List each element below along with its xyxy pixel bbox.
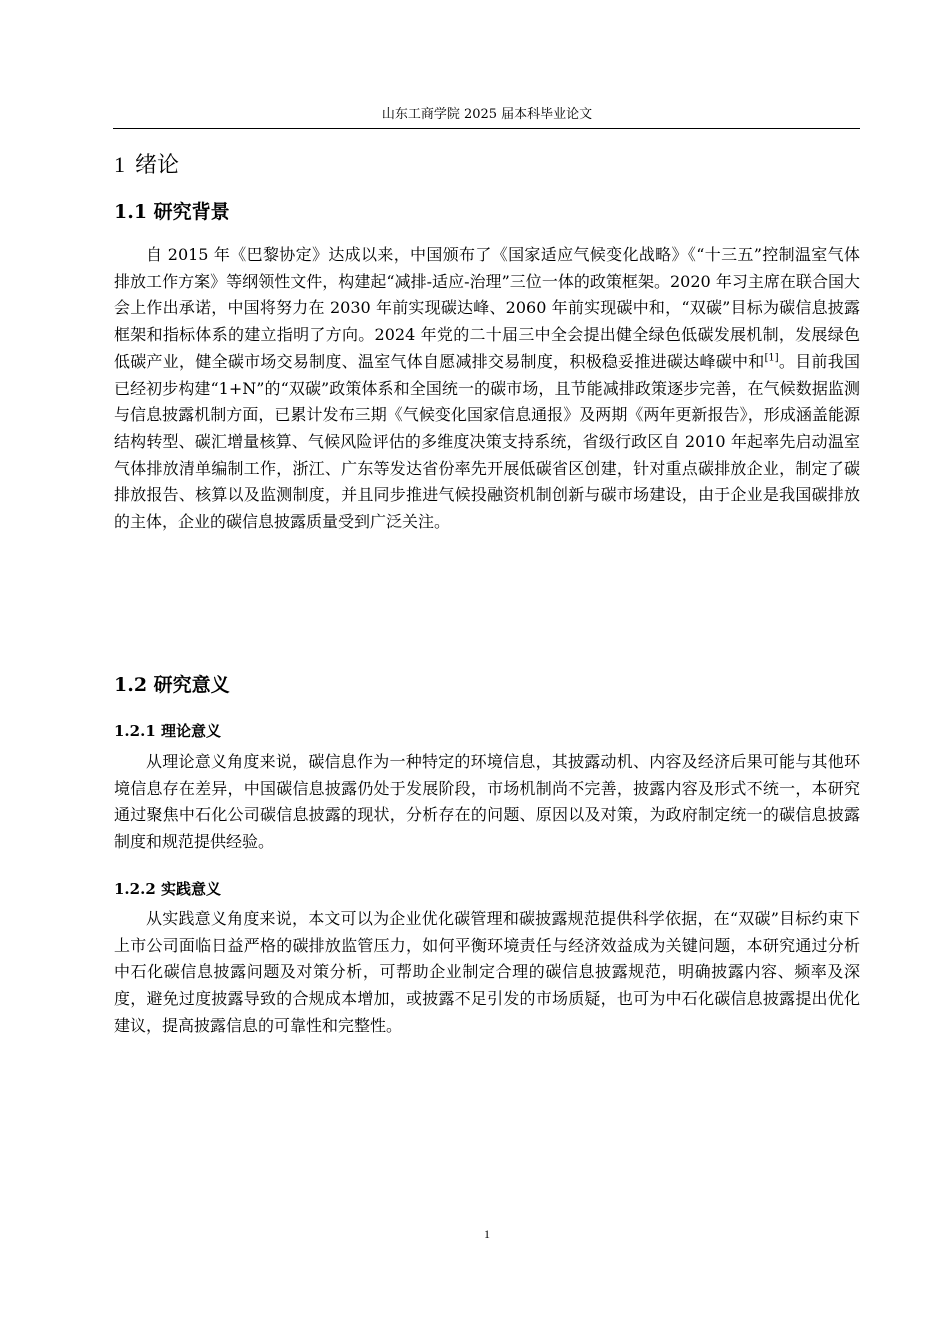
citation-reference: [1] — [764, 352, 779, 364]
paragraph-practical-significance: 从实践意义角度来说，本文可以为企业优化碳管理和碳披露规范提供科学依据，在“双碳”目标约束下上市公司面临日益严格的碳排放监管压力，如何平衡环境责任与经济效益成为关键问题，本研究通过分析中石化碳信息披露问题及对策分析，可帮助企业制定合理的碳信息披露规范，明确披露内容、频率及深度，避免过度披露导致的合规成本增加，或披露不足引发的市场质疑，也可为中石化碳信息披露提出优化建议，提高披露信息的可靠性和完整性。 — [114, 909, 860, 1035]
chapter-number: 1 — [114, 152, 125, 177]
section-title-research-background: 1.1 研究背景 — [114, 201, 230, 223]
paragraph-text: 。目前我国已经初步构建“1+N”的“双碳”政策体系和全国统一的碳市场，且节能减排政策逐步完善，在气候数据监测与信息披露机制方面，已累计发布三期《气候变化国家信息通报》及两期《两年更新报告》，形成涵盖能源结构转型、碳汇增量核算、气候风险评估的多维度决策支持系统，省级行政区自 2010 年起率先启动温室气体排放清单编制工作，浙江、广东等发达省份率先开展低碳省区创建，针对重点碳排放企业，制定了碳排放报告、核算以及监测制度，并且同步推进气候投融资机制创新与碳市场建设，由于企业是我国碳排放的主体，企业的碳信息披露质量受到广泛关注。 — [114, 351, 860, 532]
chapter-title — [114, 150, 179, 181]
paragraph-text: 自 2015 年《巴黎协定》达成以来，中国颁布了《国家适应气候变化战略》《“十三五”控制温室气体排放工作方案》等纲领性文件，构建起“减排-适应-治理”三位一体的政策框架。2020 年习主席在联合国大会上作出承诺，中国将努力在 2030 年前实现碳达峰、2060 年前实现碳中和，“双碳”目标为碳信息披露框架和指标体系的建立指明了方向。2024 年党的二十届三中全会提出健全绿色低碳发展机制，发展绿色低碳产业，健全碳市场交易制度、温室气体自愿减排交易制度，积极稳妥推进碳达峰碳中和 — [114, 245, 860, 371]
page-number: 1 — [484, 1227, 490, 1241]
section-title-research-significance: 1.2 研究意义 — [114, 674, 230, 696]
chapter-title-text: 绪论 — [135, 153, 180, 178]
header-rule — [113, 128, 860, 129]
paragraph-research-background — [114, 242, 860, 536]
subsection-title-theoretical: 1.2.1 理论意义 — [114, 722, 221, 740]
running-header: 山东工商学院 2025 届本科毕业论文 — [381, 107, 593, 122]
paragraph-theoretical-significance: 从理论意义角度来说，碳信息作为一种特定的环境信息，其披露动机、内容及经济后果可能与其他环境信息存在差异，中国碳信息披露仍处于发展阶段，市场机制尚不完善，披露内容及形式不统一，本研究通过聚焦中石化公司碳信息披露的现状，分析存在的问题、原因以及对策，为政府制定统一的碳信息披露制度和规范提供经验。 — [114, 752, 860, 852]
subsection-title-practical: 1.2.2 实践意义 — [114, 880, 221, 898]
